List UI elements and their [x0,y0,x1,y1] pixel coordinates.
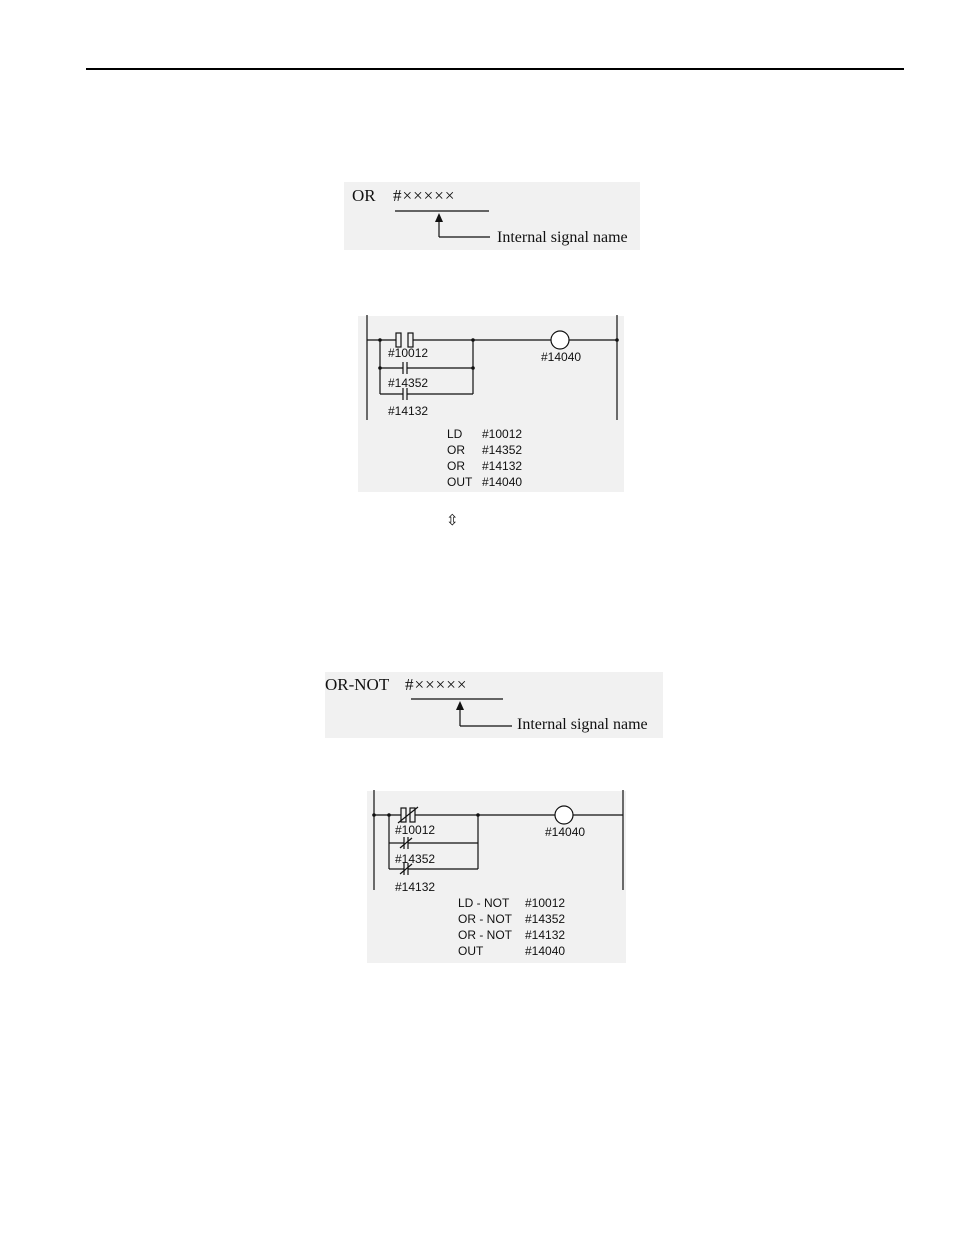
or-keyword: OR [352,186,376,205]
or-program-op-4: OUT [447,475,473,489]
or-program-arg-2: #14352 [482,443,523,457]
or-not-program-arg-2: #14352 [525,912,566,926]
or-not-program-op-1: LD - NOT [458,896,510,910]
or-program-op-1: LD [447,427,463,441]
or-program-op-2: OR [447,443,465,457]
or-coil-label: #14040 [541,350,582,364]
or-not-program-op-2: OR - NOT [458,912,512,926]
or-not-program-arg-3: #14132 [525,928,566,942]
or-program-arg-3: #14132 [482,459,523,473]
or-contact-label-1: #10012 [388,346,429,360]
or-not-coil-label: #14040 [545,825,586,839]
or-not-contact-label-1: #10012 [395,823,436,837]
or-not-keyword: OR-NOT [325,675,390,694]
header-rule [86,68,904,70]
or-operand: #××××× [393,186,456,205]
or-not-program-arg-4: #14040 [525,944,566,958]
or-program-op-3: OR [447,459,465,473]
or-contact-label-3: #14132 [388,404,429,418]
or-not-program-op-4: OUT [458,944,484,958]
or-not-operand: #××××× [405,675,468,694]
or-not-program-op-3: OR - NOT [458,928,512,942]
or-annotation: Internal signal name [497,229,628,246]
or-program-arg-4: #14040 [482,475,523,489]
or-program-arg-1: #10012 [482,427,523,441]
or-contact-label-2: #14352 [388,376,429,390]
or-not-contact-label-3: #14132 [395,880,436,894]
or-not-program-arg-1: #10012 [525,896,566,910]
or-not-contact-label-2: #14352 [395,852,436,866]
equivalence-arrow-icon: ⇳ [446,511,459,529]
or-not-ladder-diagram [367,785,629,895]
or-not-annotation: Internal signal name [517,716,648,733]
